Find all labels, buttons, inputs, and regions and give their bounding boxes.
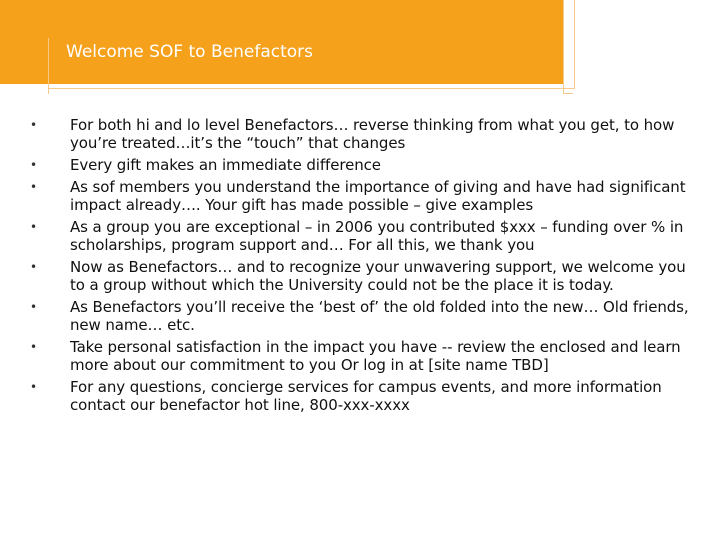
bullet-marker: • [30, 158, 37, 172]
bullet-item [0, 178, 720, 214]
bullet-text: As a group you are exceptional – in 2006 you contributed $xxx – funding over % in scholarships, program support and… For all this, we thank you [70, 218, 684, 254]
bullet-item [0, 338, 720, 374]
bullet-item [0, 298, 720, 334]
decorative-line [563, 0, 564, 94]
bullet-item [0, 258, 720, 294]
bullet-text: As sof members you understand the importance of giving and have had significant impact already…. Your gift has made possible – give examples [70, 178, 686, 214]
bullet-marker: • [30, 380, 37, 394]
bullet-item [0, 116, 720, 152]
decorative-line [48, 88, 574, 89]
bullet-text: As Benefactors you’ll receive the ‘best of’ the old folded into the new… Old friends, new name… etc. [70, 298, 689, 334]
bullet-text: Every gift makes an immediate difference [70, 156, 381, 174]
bullet-marker: • [30, 180, 37, 194]
bullet-marker: • [30, 260, 37, 274]
bullet-marker: • [30, 340, 37, 354]
bullet-text: For any questions, concierge services for campus events, and more information contact our benefactor hot line, 800-xxx-xxxx [70, 378, 662, 414]
bullet-marker: • [30, 300, 37, 314]
bullet-text: For both hi and lo level Benefactors… reverse thinking from what you get, to how you’re treated…it’s the “touch” that changes [70, 116, 675, 152]
bullet-marker: • [30, 220, 37, 234]
decorative-line [563, 93, 573, 94]
bullet-list [0, 116, 720, 418]
bullet-item [0, 156, 720, 174]
slide-title: Welcome SOF to Benefactors [66, 42, 314, 62]
bullet-item [0, 218, 720, 254]
bullet-text: Take personal satisfaction in the impact you have -- review the enclosed and learn more about our commitment to you Or log in at [site name TBD] [70, 338, 681, 374]
decorative-line [48, 38, 49, 94]
bullet-marker: • [30, 118, 37, 132]
bullet-item [0, 378, 720, 414]
decorative-line [574, 0, 575, 89]
bullet-text: Now as Benefactors… and to recognize your unwavering support, we welcome you to a group without which the University could not be the place it is today. [70, 258, 686, 294]
